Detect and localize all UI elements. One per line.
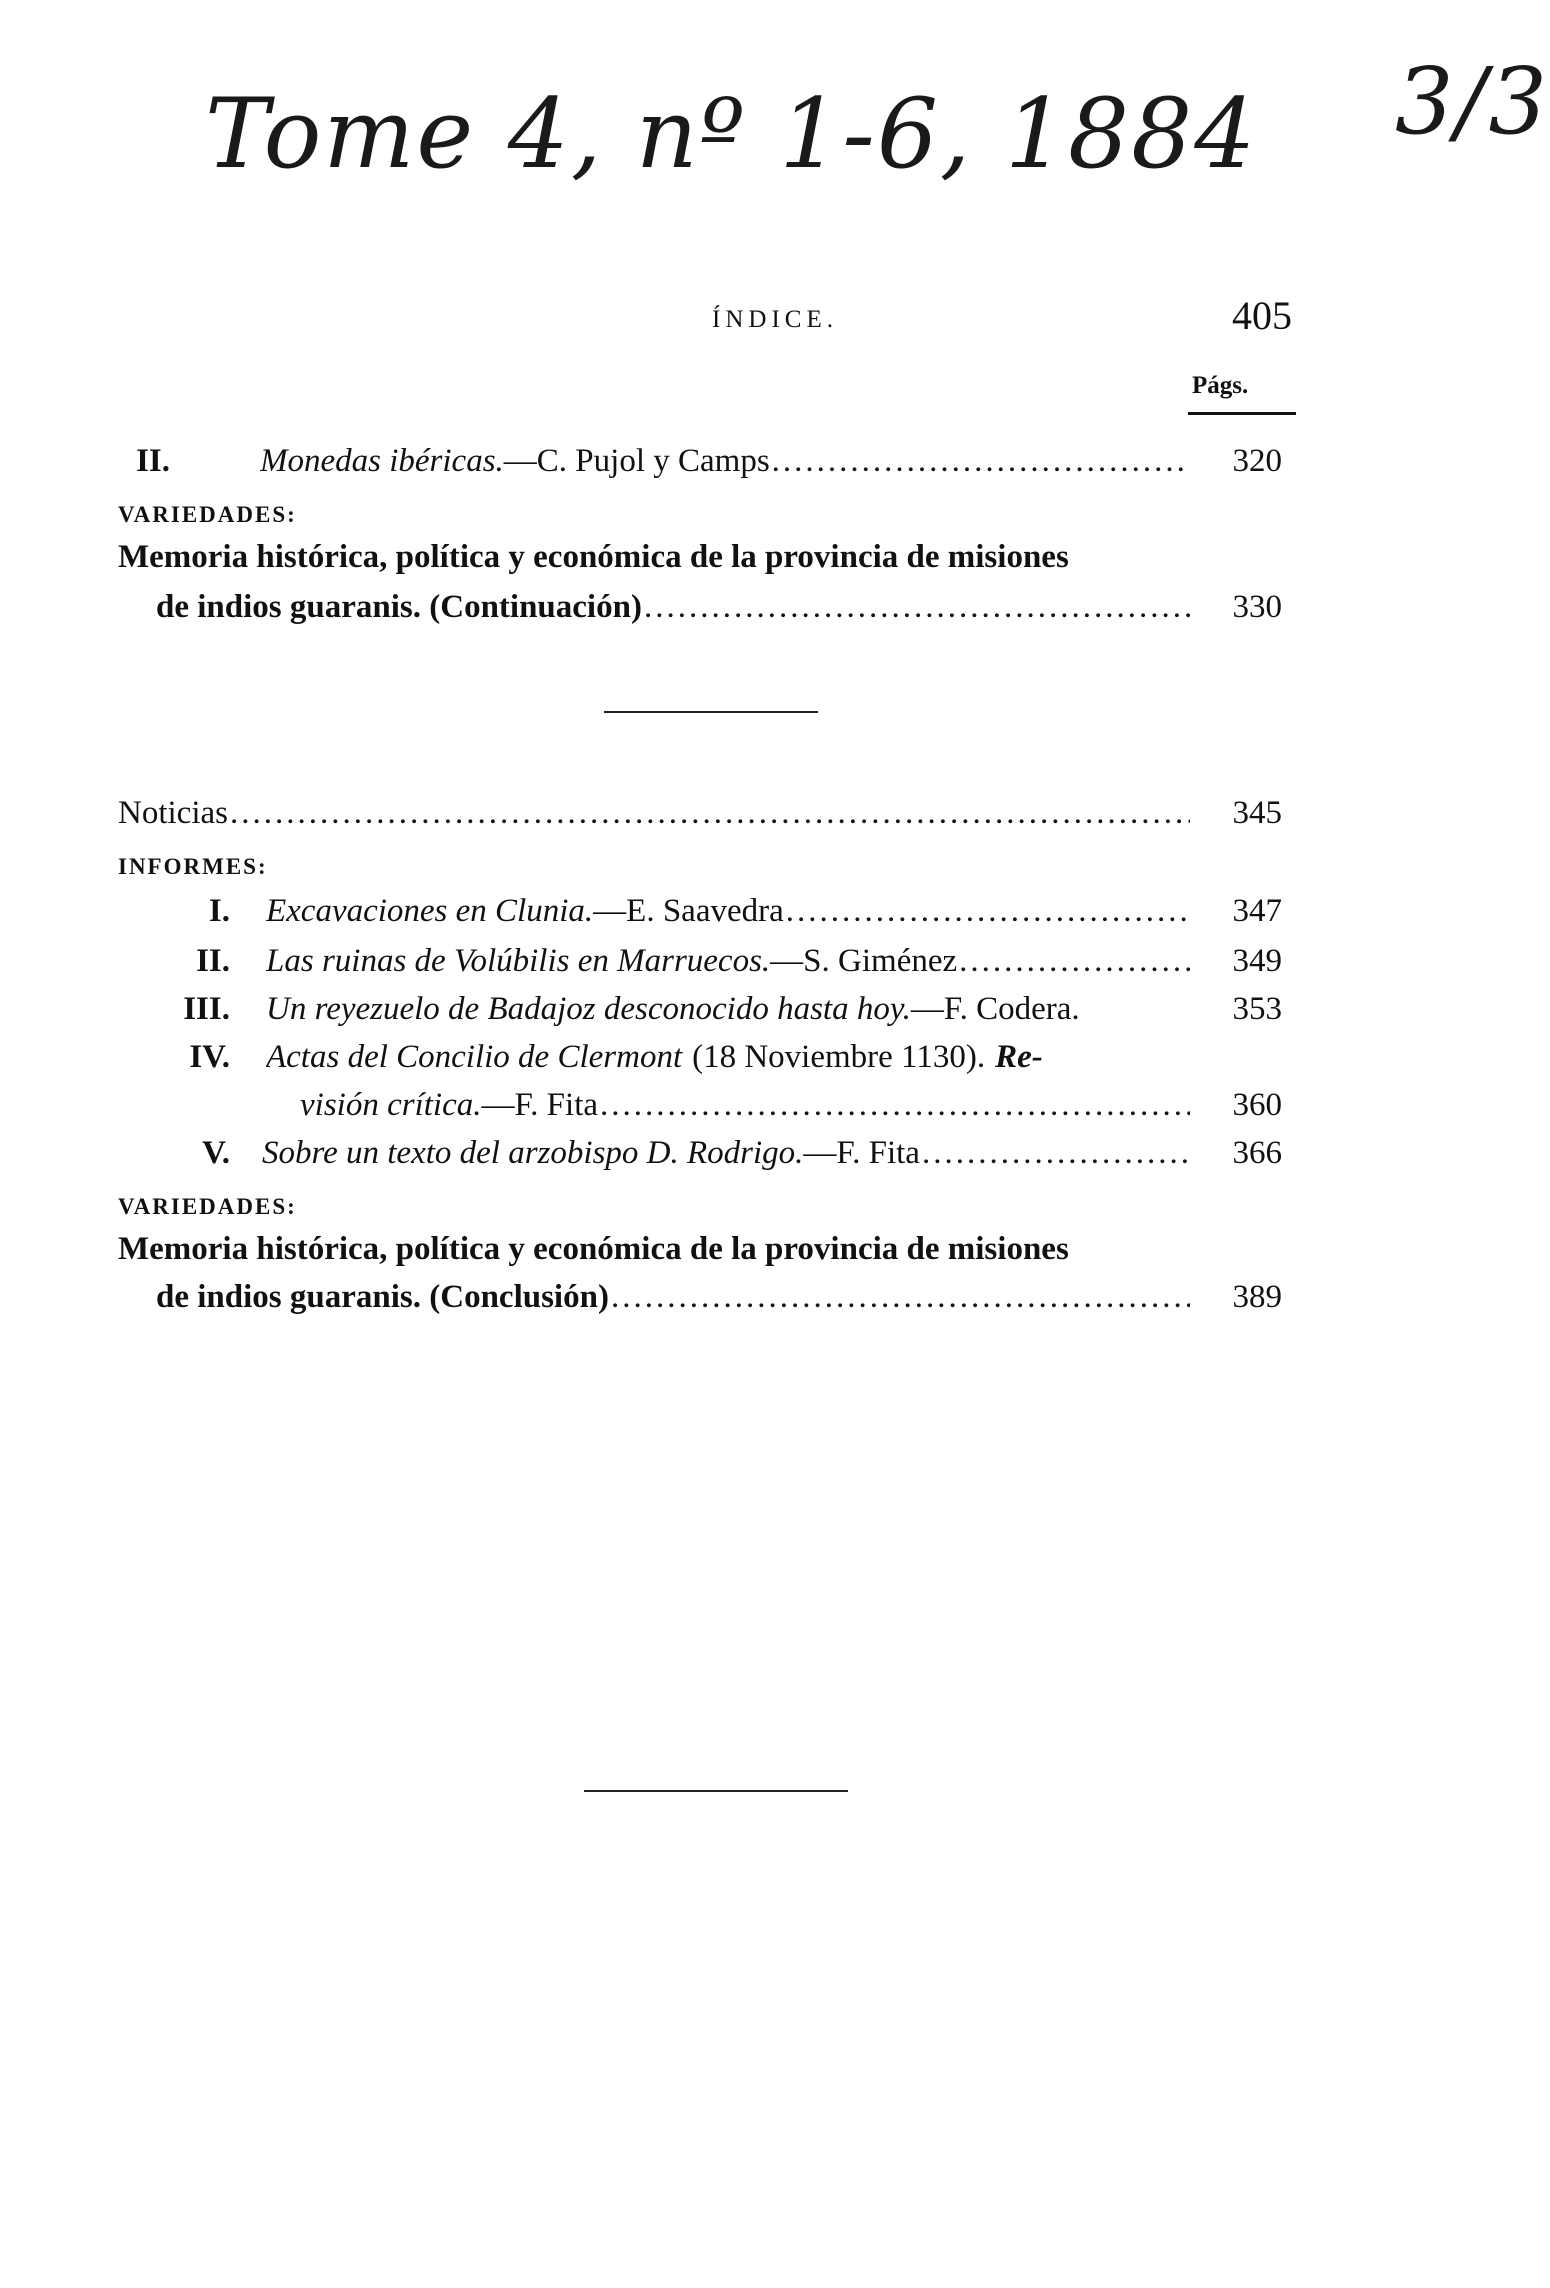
toc-page: 349 bbox=[1232, 943, 1282, 979]
toc-title-continued: visión crítica. bbox=[300, 1087, 482, 1123]
memoria-title-line: Memoria histórica, política y económica de la provincia de misiones bbox=[118, 1231, 1069, 1267]
handwritten-volume-note: Tome 4, nº 1-6, 1884 bbox=[205, 78, 1258, 190]
section-label-variedades-2: VARIEDADES: bbox=[118, 1194, 297, 1219]
toc-numeral: III. bbox=[183, 991, 230, 1027]
section-label-informes: INFORMES: bbox=[118, 854, 268, 879]
handwritten-folio-note: 3/3 bbox=[1395, 48, 1550, 155]
toc-numeral: V. bbox=[202, 1135, 230, 1171]
toc-entry-informe-1 bbox=[0, 888, 1550, 934]
dot-leader bbox=[786, 888, 1190, 934]
page-number: 405 bbox=[1232, 293, 1292, 338]
toc-page: 330 bbox=[1232, 589, 1282, 625]
toc-entry-memoria-conclusion bbox=[0, 1274, 1550, 1320]
toc-author: —C. Pujol y Camps bbox=[503, 443, 770, 479]
toc-page: 320 bbox=[1232, 443, 1282, 479]
dot-leader bbox=[959, 938, 1190, 984]
toc-entry-informe-4 bbox=[0, 1034, 1550, 1080]
toc-title: Noticias bbox=[118, 795, 228, 831]
toc-date: (18 Noviembre 1130). bbox=[692, 1039, 986, 1075]
toc-title: Un reyezuelo de Badajoz desconocido hasta hoy. bbox=[266, 991, 911, 1027]
toc-author: —F. Codera. bbox=[910, 991, 1080, 1027]
toc-numeral: II. bbox=[136, 443, 170, 479]
toc-title: Monedas ibéricas. bbox=[260, 443, 504, 479]
toc-page: 347 bbox=[1232, 893, 1282, 929]
section-divider bbox=[604, 711, 818, 713]
end-divider bbox=[584, 1790, 848, 1792]
toc-numeral: IV. bbox=[189, 1039, 230, 1075]
toc-numeral: II. bbox=[196, 943, 230, 979]
memoria-continuation-text: de indios guaranis. (Continuación) bbox=[156, 589, 642, 625]
toc-author: —E. Saavedra bbox=[593, 893, 784, 929]
toc-title: Sobre un texto del arzobispo D. Rodrigo. bbox=[262, 1135, 804, 1171]
toc-author: —S. Giménez bbox=[770, 943, 958, 979]
page-title: ÍNDICE. bbox=[712, 306, 838, 333]
toc-page: 360 bbox=[1232, 1087, 1282, 1123]
pags-column-label: Págs. bbox=[1192, 372, 1249, 399]
dot-leader bbox=[772, 438, 1190, 484]
toc-entry-informe-3 bbox=[0, 986, 1550, 1032]
toc-title: Actas del Concilio de Clermont bbox=[266, 1039, 683, 1075]
memoria-continuation-text: de indios guaranis. (Conclusión) bbox=[156, 1279, 609, 1315]
dot-leader bbox=[611, 1274, 1190, 1320]
toc-entry-noticias bbox=[0, 790, 1550, 836]
toc-page: 345 bbox=[1232, 795, 1282, 831]
toc-numeral: I. bbox=[208, 893, 230, 929]
memoria-title-line: Memoria histórica, política y económica de la provincia de misiones bbox=[118, 539, 1069, 575]
toc-entry-informe-2 bbox=[0, 938, 1550, 984]
toc-entry-monedas bbox=[0, 438, 1550, 484]
toc-author: —F. Fita bbox=[803, 1135, 920, 1171]
toc-page: 366 bbox=[1232, 1135, 1282, 1171]
toc-title: Excavaciones en Clunia. bbox=[266, 893, 594, 929]
toc-page: 353 bbox=[1232, 991, 1282, 1027]
toc-page: 389 bbox=[1232, 1279, 1282, 1315]
dot-leader bbox=[922, 1130, 1190, 1176]
section-label-variedades: VARIEDADES: bbox=[118, 502, 297, 527]
dot-leader bbox=[230, 790, 1190, 836]
toc-entry-informe-5 bbox=[0, 1130, 1550, 1176]
toc-title: Las ruinas de Volúbilis en Marruecos. bbox=[266, 943, 771, 979]
toc-title-continued: Re- bbox=[995, 1039, 1043, 1075]
toc-entry-memoria-continuacion bbox=[0, 584, 1550, 630]
dot-leader bbox=[644, 584, 1190, 630]
dot-leader bbox=[600, 1082, 1190, 1128]
toc-author: —F. Fita bbox=[481, 1087, 599, 1123]
pags-underline bbox=[1188, 412, 1296, 415]
toc-entry-informe-4-cont bbox=[0, 1082, 1550, 1128]
